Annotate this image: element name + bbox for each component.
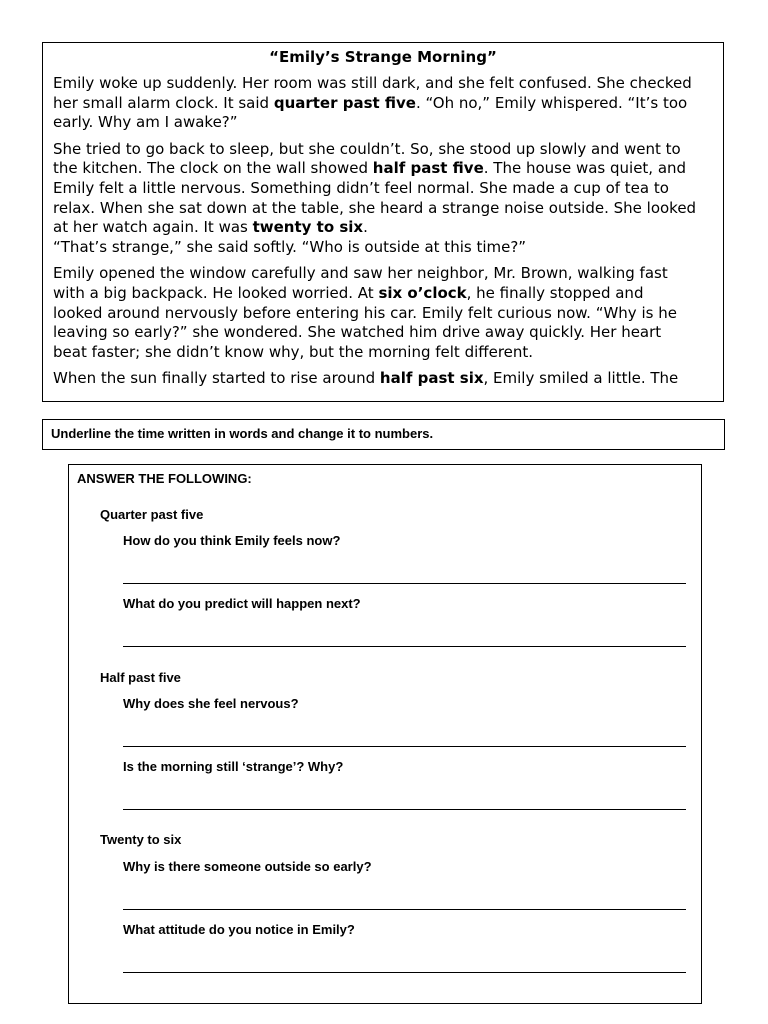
question-text: What attitude do you notice in Emily? bbox=[123, 922, 355, 937]
story-line: Emily opened the window carefully and saw her neighbor, Mr. Brown, walking fast bbox=[53, 264, 668, 283]
story-paragraph-4 bbox=[53, 369, 713, 389]
story-line: looked around nervously before entering his car. Emily felt curious now. “Why is he bbox=[53, 303, 677, 322]
story-text: with a big backpack. He looked worried. At bbox=[53, 283, 379, 302]
story-line: leaving so early?” she wondered. She watched him drive away quickly. Her heart bbox=[53, 323, 662, 342]
answer-line[interactable] bbox=[123, 746, 686, 747]
story-line: “That’s strange,” she said softly. “Who is outside at this time?” bbox=[53, 237, 527, 256]
story-line bbox=[53, 159, 713, 179]
story-line bbox=[53, 94, 713, 114]
question-text: How do you think Emily feels now? bbox=[123, 533, 341, 548]
story-line: She tried to go back to sleep, but she couldn’t. So, she stood up slowly and went to bbox=[53, 139, 681, 158]
story-line: beat faster; she didn’t know why, but the morning felt different. bbox=[53, 342, 534, 361]
question-text: Why is there someone outside so early? bbox=[123, 859, 372, 874]
questions-heading: ANSWER THE FOLLOWING: bbox=[77, 471, 252, 486]
story-line bbox=[53, 369, 713, 389]
story-text: at her watch again. It was bbox=[53, 218, 253, 237]
story-text: When the sun finally started to rise around bbox=[53, 369, 380, 388]
question-text: Why does she feel nervous? bbox=[123, 696, 299, 711]
time-phrase-bold: half past five bbox=[372, 159, 484, 178]
instruction-text: Underline the time written in words and change it to numbers. bbox=[51, 426, 434, 441]
answer-line[interactable] bbox=[123, 646, 686, 647]
section-title: Half past five bbox=[100, 670, 181, 685]
story-text: , Emily smiled a little. The bbox=[483, 369, 679, 388]
story-line: Emily woke up suddenly. Her room was still dark, and she felt confused. She checked bbox=[53, 74, 692, 92]
answer-line[interactable] bbox=[123, 909, 686, 910]
section-title: Quarter past five bbox=[100, 507, 204, 522]
time-phrase-bold: quarter past five bbox=[273, 93, 416, 112]
time-phrase-bold: six o’clock bbox=[378, 283, 467, 302]
answer-line[interactable] bbox=[123, 809, 686, 810]
story-line: early. Why am I awake?” bbox=[53, 113, 238, 132]
story-text: . bbox=[363, 218, 368, 237]
story-text: her small alarm clock. It said bbox=[53, 93, 274, 112]
story-box bbox=[42, 42, 724, 402]
question-text: What do you predict will happen next? bbox=[123, 596, 361, 611]
questions-box bbox=[68, 464, 702, 1004]
story-line bbox=[53, 218, 713, 238]
story-paragraph-1 bbox=[53, 74, 713, 133]
question-text: Is the morning still ‘strange’? Why? bbox=[123, 759, 344, 774]
story-line: Emily felt a little nervous. Something didn’t feel normal. She made a cup of tea to bbox=[53, 178, 669, 197]
story-text: . The house was quiet, and bbox=[483, 159, 687, 178]
story-line bbox=[53, 284, 713, 304]
story-text: . “Oh no,” Emily whispered. “It’s too bbox=[415, 93, 688, 112]
answer-line[interactable] bbox=[123, 583, 686, 584]
story-title: “Emily’s Strange Morning” bbox=[269, 48, 497, 66]
instruction-box bbox=[42, 419, 725, 450]
time-phrase-bold: half past six bbox=[379, 369, 484, 388]
story-text: the kitchen. The clock on the wall showed bbox=[53, 159, 373, 178]
story-text: , he finally stopped and bbox=[466, 283, 644, 302]
time-phrase-bold: twenty to six bbox=[252, 218, 364, 237]
answer-line[interactable] bbox=[123, 972, 686, 973]
section-title: Twenty to six bbox=[100, 832, 182, 847]
story-line: relax. When she sat down at the table, she heard a strange noise outside. She looked bbox=[53, 198, 697, 217]
story-paragraph-2 bbox=[53, 140, 713, 258]
story-paragraph-3 bbox=[53, 264, 713, 362]
